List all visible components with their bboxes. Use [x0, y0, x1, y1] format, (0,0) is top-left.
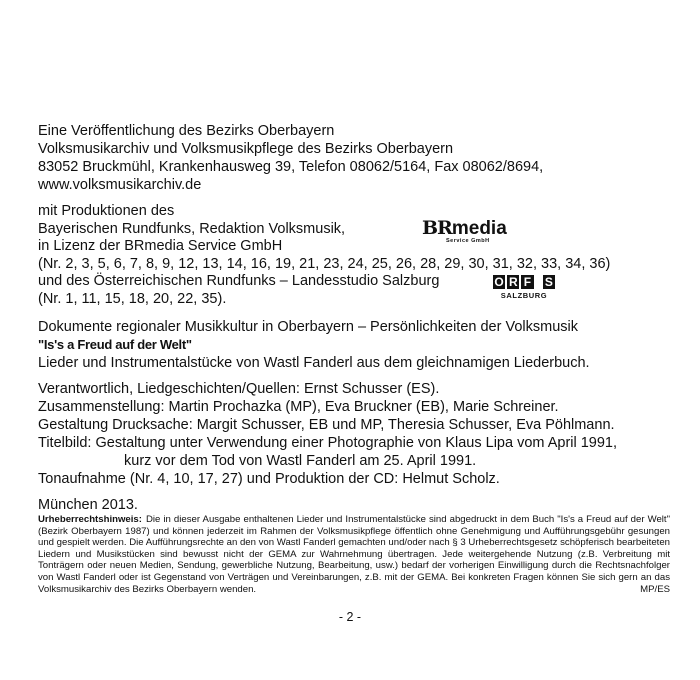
- productions-block: [38, 203, 670, 308]
- credit-line: Gestaltung Drucksache: Margit Schusser, EB und MP, Theresia Schusser, Eva Pöhlmann.: [38, 417, 615, 433]
- copyright-notice-label: Urheberrechtshinweis:: [38, 514, 142, 525]
- credit-line: Tonaufnahme (Nr. 4, 10, 17, 27) und Produktion der CD: Helmut Scholz.: [38, 471, 500, 487]
- productions-line: in Lizenz der BRmedia Service GmbH: [38, 238, 283, 254]
- br-logo-text: media: [451, 218, 507, 239]
- series-description: Lieder und Instrumentalstücke von Wastl Fanderl aus dem gleichnamigen Liederbuch.: [38, 355, 590, 371]
- orf-salzburg-logo: [493, 275, 555, 303]
- copyright-signature: MP/ES: [640, 583, 670, 595]
- place-date-block: [38, 496, 670, 514]
- orf-letter: O: [494, 275, 504, 289]
- document-body: [38, 122, 670, 514]
- productions-line: und des Österreichischen Rundfunks – Landesstudio Salzburg: [38, 273, 440, 289]
- credits-block: [38, 380, 670, 488]
- place-date: München 2013.: [38, 497, 138, 513]
- productions-numbers-br: (Nr. 2, 3, 5, 6, 7, 8, 9, 12, 13, 14, 16, 19, 21, 23, 24, 25, 26, 28, 29, 30, 31, 32, 33, 34, 36): [38, 255, 611, 272]
- orf-letter: S: [543, 275, 555, 289]
- credit-line: Verantwortlich, Liedgeschichten/Quellen: Ernst Schusser (ES).: [38, 381, 440, 397]
- page-number: - 2 -: [338, 610, 362, 624]
- series-block: [38, 318, 670, 372]
- copyright-notice: [38, 514, 670, 595]
- productions-line: mit Produktionen des: [38, 203, 175, 219]
- br-media-logo: [422, 217, 507, 247]
- productions-numbers-orf: (Nr. 1, 11, 15, 18, 20, 22, 35).: [38, 290, 227, 307]
- publisher-line: Volksmusikarchiv und Volksmusikpflege des Bezirks Oberbayern: [38, 141, 454, 157]
- series-name: Dokumente regionaler Musikkultur in Oberbayern – Persönlichkeiten der Volksmusik: [38, 319, 578, 335]
- orf-letter: F: [521, 275, 533, 289]
- publisher-block: [38, 122, 670, 194]
- copyright-notice-text: Die in dieser Ausgabe enthaltenen Lieder und Instrumentalstücke sind abgedruckt in dem Buch "Is's a Freud auf der Welt" (Bezirk Oberbayern 1987) und können jederzeit im Rahmen der Volksmusikpflege öffentlich ohne Genehmigung und Aufführungsgebühr gesungen und gespielt werden. Die Aufführungsrechte an den von Wastl Fanderl gemachten und/oder nach § 3 Urheberrechtsgesetz schöpferisch bearbeiteten Liedern und Musikstücken sind bewusst nicht der GEMA zur Wahrnehmung übertragen. Jede weitergehende Nutzung (z.B. Verbreitung mit Tonträgern oder neuen Medien, Sendung, gewerbliche Nutzung, Bearbeitung, usw.) bedarf der vorherigen Einwilligung durch die Rechtsnachfolger von Wastl Fanderl oder ist Gegenstand von Verträgen und Vereinbarungen, z.B. mit der GEMA. Bei konkreten Fragen können Sie sich gern an das Volksmusikarchiv des Bezirks Oberbayern wenden.: [38, 514, 670, 595]
- publisher-address: 83052 Bruckmühl, Krankenhausweg 39, Telefon 08062/5164, Fax 08062/8694,: [38, 159, 544, 175]
- orf-logo-subtitle: SALZBURG: [500, 291, 548, 300]
- publisher-website: www.volksmusikarchiv.de: [38, 177, 202, 193]
- orf-letter: R: [508, 275, 518, 289]
- br-logo-mark: BR: [422, 217, 452, 239]
- br-logo-subtitle: Service GmbH: [446, 238, 490, 244]
- productions-line: Bayerischen Rundfunks, Redaktion Volksmusik,: [38, 220, 346, 237]
- credit-line: Zusammenstellung: Martin Prochazka (MP), Eva Bruckner (EB), Marie Schreiner.: [38, 399, 559, 415]
- publisher-line: Eine Veröffentlichung des Bezirks Oberbayern: [38, 123, 335, 139]
- series-title: "Is's a Freud auf der Welt": [38, 337, 192, 352]
- credit-line: Titelbild: Gestaltung unter Verwendung einer Photographie von Klaus Lipa vom April 1991,: [38, 435, 618, 451]
- credit-line: kurz vor dem Tod von Wastl Fanderl am 25. April 1991.: [124, 453, 477, 469]
